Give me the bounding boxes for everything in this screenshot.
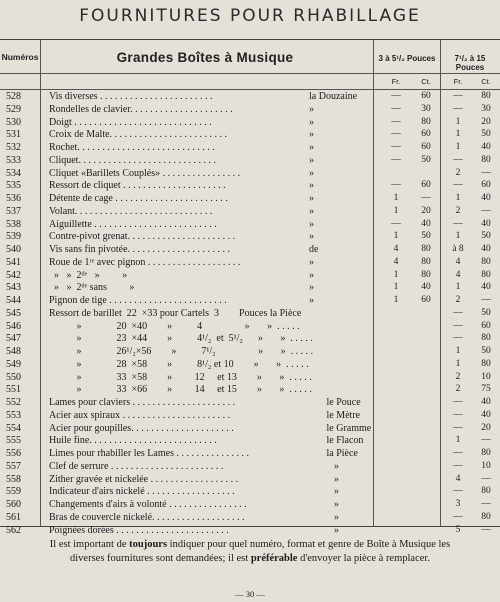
item-number: 560	[6, 499, 21, 510]
table-row	[0, 346, 500, 358]
table-row	[0, 270, 500, 282]
price-large-centimes: 80	[481, 333, 491, 344]
price-small-francs: —	[391, 180, 401, 191]
item-number: 529	[6, 103, 21, 115]
note-text: indiquer pour quel numéro, format et genre de Boîte à Musique les diverses fournitures sont demandées; il est	[70, 539, 451, 564]
item-description: » 33 ×58 » 12 et 13 » » . . . . .	[49, 371, 312, 383]
item-description: Roue de 1ʳᵉ avec pignon . . . . . . . . . . . . . . . . . . .	[49, 256, 241, 268]
price-large-francs: —	[453, 333, 463, 344]
table-row	[0, 308, 500, 320]
item-number: 558	[6, 473, 21, 485]
item-unit: »	[309, 167, 314, 179]
item-unit: »	[309, 103, 314, 115]
item-unit: le Pouce	[309, 397, 361, 408]
price-large-centimes: 40	[481, 193, 491, 203]
price-large-francs: —	[453, 154, 463, 165]
item-number: 551	[6, 384, 21, 396]
price-large-centimes: 50	[481, 129, 491, 140]
price-small-francs: —	[391, 154, 401, 165]
item-description: Acier pour goupilles. . . . . . . . . . . . . . . . . . . . .	[49, 422, 234, 434]
price-large-centimes: —	[481, 435, 491, 446]
price-large-centimes: 80	[481, 256, 491, 267]
item-description: Vis sans fin pivotée. . . . . . . . . . . . . . . . . . . . .	[49, 244, 231, 255]
table-row	[0, 91, 500, 103]
price-large-centimes: 80	[481, 358, 491, 369]
table-row	[0, 423, 500, 435]
item-unit: »	[309, 473, 339, 485]
subheader-fr: Fr.	[391, 77, 401, 86]
table-row	[0, 219, 500, 231]
item-description: Ressort de cliquet . . . . . . . . . . . . . . . . . . . . .	[49, 180, 226, 192]
item-description: Doigt . . . . . . . . . . . . . . . . . . . . . . . . . . . .	[49, 116, 212, 128]
item-unit: »	[309, 154, 314, 166]
price-large-francs: —	[453, 486, 463, 497]
item-number: 543	[6, 282, 21, 294]
item-unit: »	[309, 205, 314, 217]
price-table	[0, 39, 500, 536]
item-description: Lames pour claviers . . . . . . . . . . . . . . . . . . . . .	[49, 397, 236, 408]
price-large-francs: 1	[455, 346, 461, 356]
table-row	[0, 142, 500, 154]
price-large-centimes: 30	[481, 103, 491, 114]
item-unit: la Douzaine	[309, 91, 358, 102]
price-large-francs: 4	[455, 256, 461, 267]
item-number: 536	[6, 193, 21, 204]
table-row	[0, 474, 500, 486]
item-description: Bras de couvercle nickelé. . . . . . . . . . . . . . . . . . .	[49, 511, 245, 523]
item-number: 557	[6, 460, 21, 472]
price-small-francs: 1	[393, 193, 399, 203]
price-small-centimes: 40	[421, 282, 431, 293]
item-number: 544	[6, 295, 21, 306]
price-large-francs: 1	[455, 282, 461, 293]
item-number: 554	[6, 422, 21, 434]
item-unit: »	[309, 460, 339, 472]
price-large-centimes: 40	[481, 282, 491, 293]
price-large-centimes: 40	[481, 218, 491, 229]
subheader-ct: Ct.	[421, 77, 431, 86]
price-large-francs: 1	[455, 358, 461, 369]
item-unit: »	[309, 142, 314, 153]
item-number: 556	[6, 448, 21, 459]
price-small-francs: 1	[393, 205, 399, 216]
table-row	[0, 486, 500, 498]
price-large-centimes: 40	[481, 409, 491, 420]
item-description: Rondelles de clavier. . . . . . . . . . . . . . . . . . . . .	[49, 103, 233, 115]
item-number: 541	[6, 256, 21, 268]
subheader-ct: Ct.	[481, 77, 491, 86]
item-unit: »	[309, 231, 314, 243]
price-large-francs: 1	[455, 129, 461, 140]
price-small-centimes: 80	[421, 256, 431, 267]
item-description: Zither gravée et nickelée . . . . . . . . . . . . . . . . . .	[49, 473, 239, 485]
header-rule	[0, 73, 500, 74]
price-large-centimes: 50	[481, 231, 491, 242]
item-unit: »	[309, 129, 314, 141]
price-small-centimes: 60	[421, 129, 431, 140]
item-unit: »	[309, 116, 314, 128]
table-row	[0, 435, 500, 447]
price-large-francs: —	[453, 103, 463, 114]
table-row	[0, 397, 500, 409]
item-description: Indicateur d'airs nickelé . . . . . . . . . . . . . . . . . .	[49, 486, 235, 498]
item-unit: le Flacon	[309, 435, 364, 447]
price-small-centimes: 60	[421, 142, 431, 152]
item-description: Clef de serrure . . . . . . . . . . . . . . . . . . . . . . .	[49, 460, 224, 472]
item-description: Pignon de tige . . . . . . . . . . . . . . . . . . . . . . . .	[49, 295, 227, 306]
table-row	[0, 231, 500, 243]
price-large-francs: 4	[455, 269, 461, 280]
price-large-francs: —	[453, 409, 463, 420]
table-row	[0, 282, 500, 294]
item-unit: le Gramme	[309, 422, 372, 434]
header-numeros: Numéros	[1, 52, 39, 62]
item-number: 535	[6, 180, 21, 192]
note-text: d'envoyer la pièce à remplacer.	[297, 553, 430, 564]
page-number: — 30 —	[235, 589, 265, 599]
item-description: Acier aux spiraux . . . . . . . . . . . . . . . . . . . . . .	[49, 409, 231, 421]
item-unit: »	[309, 524, 339, 536]
price-large-francs: 1	[455, 231, 461, 242]
price-large-centimes: 10	[481, 371, 491, 382]
price-small-centimes: 60	[421, 180, 431, 191]
price-large-francs: —	[453, 91, 463, 101]
price-large-francs: —	[453, 448, 463, 458]
item-unit: »	[309, 486, 339, 498]
price-large-francs: 1	[455, 142, 461, 152]
price-large-francs: 3	[455, 499, 461, 509]
item-number: 562	[6, 524, 21, 536]
price-large-centimes: 50	[481, 307, 491, 318]
table-row	[0, 206, 500, 218]
price-large-centimes: —	[481, 499, 491, 509]
price-small-francs: —	[391, 142, 401, 152]
price-small-centimes: 50	[421, 231, 431, 242]
item-number: 547	[6, 333, 21, 345]
price-small-francs: —	[391, 116, 401, 127]
item-description: Détente de cage . . . . . . . . . . . . . . . . . . . . . . .	[49, 193, 228, 204]
price-small-centimes: 50	[421, 154, 431, 165]
price-small-centimes: 80	[421, 244, 431, 254]
price-large-francs: 2	[455, 167, 461, 178]
table-row	[0, 295, 500, 307]
item-description: Poignées dorées . . . . . . . . . . . . . . . . . . . . . . .	[49, 524, 229, 536]
header-group-small: 3 à 5¹/₂ Pouces	[378, 54, 436, 63]
price-large-centimes: 80	[481, 91, 491, 101]
table-row	[0, 104, 500, 116]
item-number: 550	[6, 371, 21, 383]
price-large-centimes: 50	[481, 346, 491, 356]
price-large-francs: 1	[455, 116, 461, 127]
price-large-centimes: —	[481, 524, 491, 535]
item-unit: »	[309, 193, 314, 204]
price-large-francs: 2	[455, 384, 461, 395]
price-small-centimes: 20	[421, 205, 431, 216]
table-row	[0, 384, 500, 396]
item-description: Huile fine. . . . . . . . . . . . . . . . . . . . . . . . . .	[49, 435, 217, 447]
item-number: 552	[6, 397, 21, 408]
price-large-francs: —	[453, 180, 463, 191]
item-unit: »	[309, 218, 314, 230]
item-unit: »	[309, 256, 314, 268]
price-large-centimes: 75	[481, 384, 491, 395]
price-large-centimes: 80	[481, 511, 491, 522]
note-emphasis: préférable	[250, 553, 298, 564]
price-small-francs: 4	[393, 244, 399, 254]
price-large-francs: 1	[455, 435, 461, 446]
price-large-centimes: —	[481, 473, 491, 484]
item-number: 555	[6, 435, 21, 447]
item-number: 546	[6, 320, 21, 332]
price-large-francs: 4	[455, 473, 461, 484]
footnote	[40, 538, 460, 566]
item-number: 538	[6, 218, 21, 230]
item-number: 537	[6, 205, 21, 217]
table-row	[0, 180, 500, 192]
item-description: Cliquet «Barillets Couplés» . . . . . . . . . . . . . . . .	[49, 167, 241, 179]
table-row	[0, 372, 500, 384]
price-large-francs: —	[453, 320, 463, 331]
table-row	[0, 117, 500, 129]
price-large-centimes: 40	[481, 397, 491, 407]
price-large-centimes: 40	[481, 142, 491, 152]
item-unit: »	[309, 180, 314, 192]
price-large-centimes: 40	[481, 244, 491, 254]
item-description: » 33 ×66 » 14 et 15 » » . . . . .	[49, 384, 312, 396]
item-unit: »	[309, 282, 314, 294]
item-number: 553	[6, 409, 21, 421]
header-group-large: 7¹/₂ à 15 Pouces	[454, 54, 486, 72]
price-small-centimes: 80	[421, 269, 431, 280]
price-large-francs: 2	[455, 295, 461, 305]
price-large-francs: —	[453, 422, 463, 433]
item-description: Vis diverses . . . . . . . . . . . . . . . . . . . . . . .	[49, 91, 213, 102]
item-unit: la Pièce	[309, 448, 358, 459]
item-number: 545	[6, 307, 21, 319]
price-large-centimes: 60	[481, 320, 491, 331]
price-large-francs: à 8	[452, 244, 464, 254]
subheader-fr: Fr.	[453, 77, 463, 86]
header-rule	[0, 89, 500, 90]
table-row	[0, 499, 500, 511]
item-number: 534	[6, 167, 21, 179]
item-description: Changements d'airs à volonté . . . . . . . . . . . . . . . .	[49, 499, 247, 510]
price-small-francs: 1	[393, 295, 399, 305]
price-large-centimes: 20	[481, 422, 491, 433]
price-large-francs: 2	[455, 371, 461, 382]
price-small-francs: —	[391, 103, 401, 114]
price-large-centimes: 80	[481, 269, 491, 280]
item-number: 540	[6, 244, 21, 255]
item-unit: le Mètre	[309, 409, 361, 421]
item-number: 531	[6, 129, 21, 141]
price-large-centimes: 20	[481, 116, 491, 127]
table-row	[0, 244, 500, 256]
item-description: » » 2ᵈᵉ sans »	[49, 282, 135, 294]
price-large-francs: —	[453, 307, 463, 318]
table-row	[0, 525, 500, 537]
item-number: 528	[6, 91, 21, 102]
item-number: 530	[6, 116, 21, 128]
table-row	[0, 512, 500, 524]
item-number: 533	[6, 154, 21, 166]
item-number: 548	[6, 346, 21, 357]
item-description: » 20 ×40 » 4 » » . . . . .	[49, 320, 300, 332]
table-row	[0, 193, 500, 205]
price-small-centimes: 40	[421, 218, 431, 229]
item-description: Croix de Malte. . . . . . . . . . . . . . . . . . . . . . . .	[49, 129, 228, 141]
price-large-centimes: 80	[481, 154, 491, 165]
table-row	[0, 321, 500, 333]
price-small-centimes: —	[421, 193, 431, 203]
item-description: Ressort de barillet 22 ×33 pour Cartels 3 Pouces la Pièce	[49, 307, 302, 319]
price-large-francs: —	[453, 460, 463, 471]
note-emphasis: toujours	[129, 539, 168, 550]
item-description: Cliquet. . . . . . . . . . . . . . . . . . . . . . . . . . . .	[49, 154, 216, 166]
price-large-francs: —	[453, 511, 463, 522]
item-number: 549	[6, 358, 21, 370]
item-description: Contre-pivot grenat. . . . . . . . . . . . . . . . . . . . . .	[49, 231, 236, 243]
price-large-centimes: 60	[481, 180, 491, 191]
price-large-francs: 1	[455, 193, 461, 203]
note-text: Il est important de	[49, 539, 130, 550]
price-small-centimes: 60	[421, 295, 431, 305]
price-large-francs: —	[453, 218, 463, 229]
item-description: » » 2ᵈᵉ » »	[49, 269, 128, 281]
table-row	[0, 129, 500, 141]
price-large-francs: 2	[455, 205, 461, 216]
item-unit: »	[309, 499, 339, 510]
item-number: 561	[6, 511, 21, 523]
price-small-francs: —	[391, 129, 401, 140]
price-small-francs: 1	[393, 282, 399, 293]
item-number: 559	[6, 486, 21, 498]
page-title: FOURNITURES POUR RHABILLAGE	[79, 6, 421, 26]
price-large-francs: 5	[455, 524, 461, 535]
price-large-centimes: —	[481, 205, 491, 216]
price-small-centimes: 80	[421, 116, 431, 127]
table-row	[0, 168, 500, 180]
item-unit: de	[309, 244, 319, 255]
item-description: Rochet. . . . . . . . . . . . . . . . . . . . . . . . . . . .	[49, 142, 215, 153]
table-row	[0, 461, 500, 473]
table-row	[0, 155, 500, 167]
price-large-centimes: —	[481, 295, 491, 305]
price-small-francs: —	[391, 218, 401, 229]
item-description: Limes pour rhabiller les Lames . . . . . . . . . . . . . . .	[49, 448, 249, 459]
table-row	[0, 359, 500, 371]
price-large-centimes: 80	[481, 448, 491, 458]
item-unit: »	[309, 295, 314, 306]
price-large-centimes: 80	[481, 486, 491, 497]
item-description: » 23 ×44 » 4¹/₂ et 5¹/₂ » » . . . . .	[49, 333, 313, 345]
header-main: Grandes Boîtes à Musique	[116, 50, 294, 65]
price-large-centimes: —	[481, 167, 491, 178]
table-row	[0, 333, 500, 345]
table-row	[0, 448, 500, 460]
price-small-centimes: 30	[421, 103, 431, 114]
price-small-francs: —	[391, 91, 401, 101]
price-small-francs: 4	[393, 256, 399, 267]
item-unit: »	[309, 269, 314, 281]
item-unit: »	[309, 511, 339, 523]
table-row	[0, 410, 500, 422]
table-row	[0, 257, 500, 269]
item-description: » 28 ×58 » 8¹/₂ et 10 » » . . . . .	[49, 358, 309, 370]
item-number: 542	[6, 269, 21, 281]
item-description: » 26¹/₂×56 » 7¹/₂ » » . . . . .	[49, 346, 314, 357]
price-small-francs: 1	[393, 269, 399, 280]
price-small-centimes: 60	[421, 91, 431, 101]
item-number: 532	[6, 142, 21, 153]
price-large-centimes: 10	[481, 460, 491, 471]
item-description: Aiguillette . . . . . . . . . . . . . . . . . . . . . . . . .	[49, 218, 217, 230]
price-small-francs: 1	[393, 231, 399, 242]
price-large-francs: —	[453, 397, 463, 407]
item-number: 539	[6, 231, 21, 243]
item-description: Volant. . . . . . . . . . . . . . . . . . . . . . . . . . . .	[49, 205, 213, 217]
